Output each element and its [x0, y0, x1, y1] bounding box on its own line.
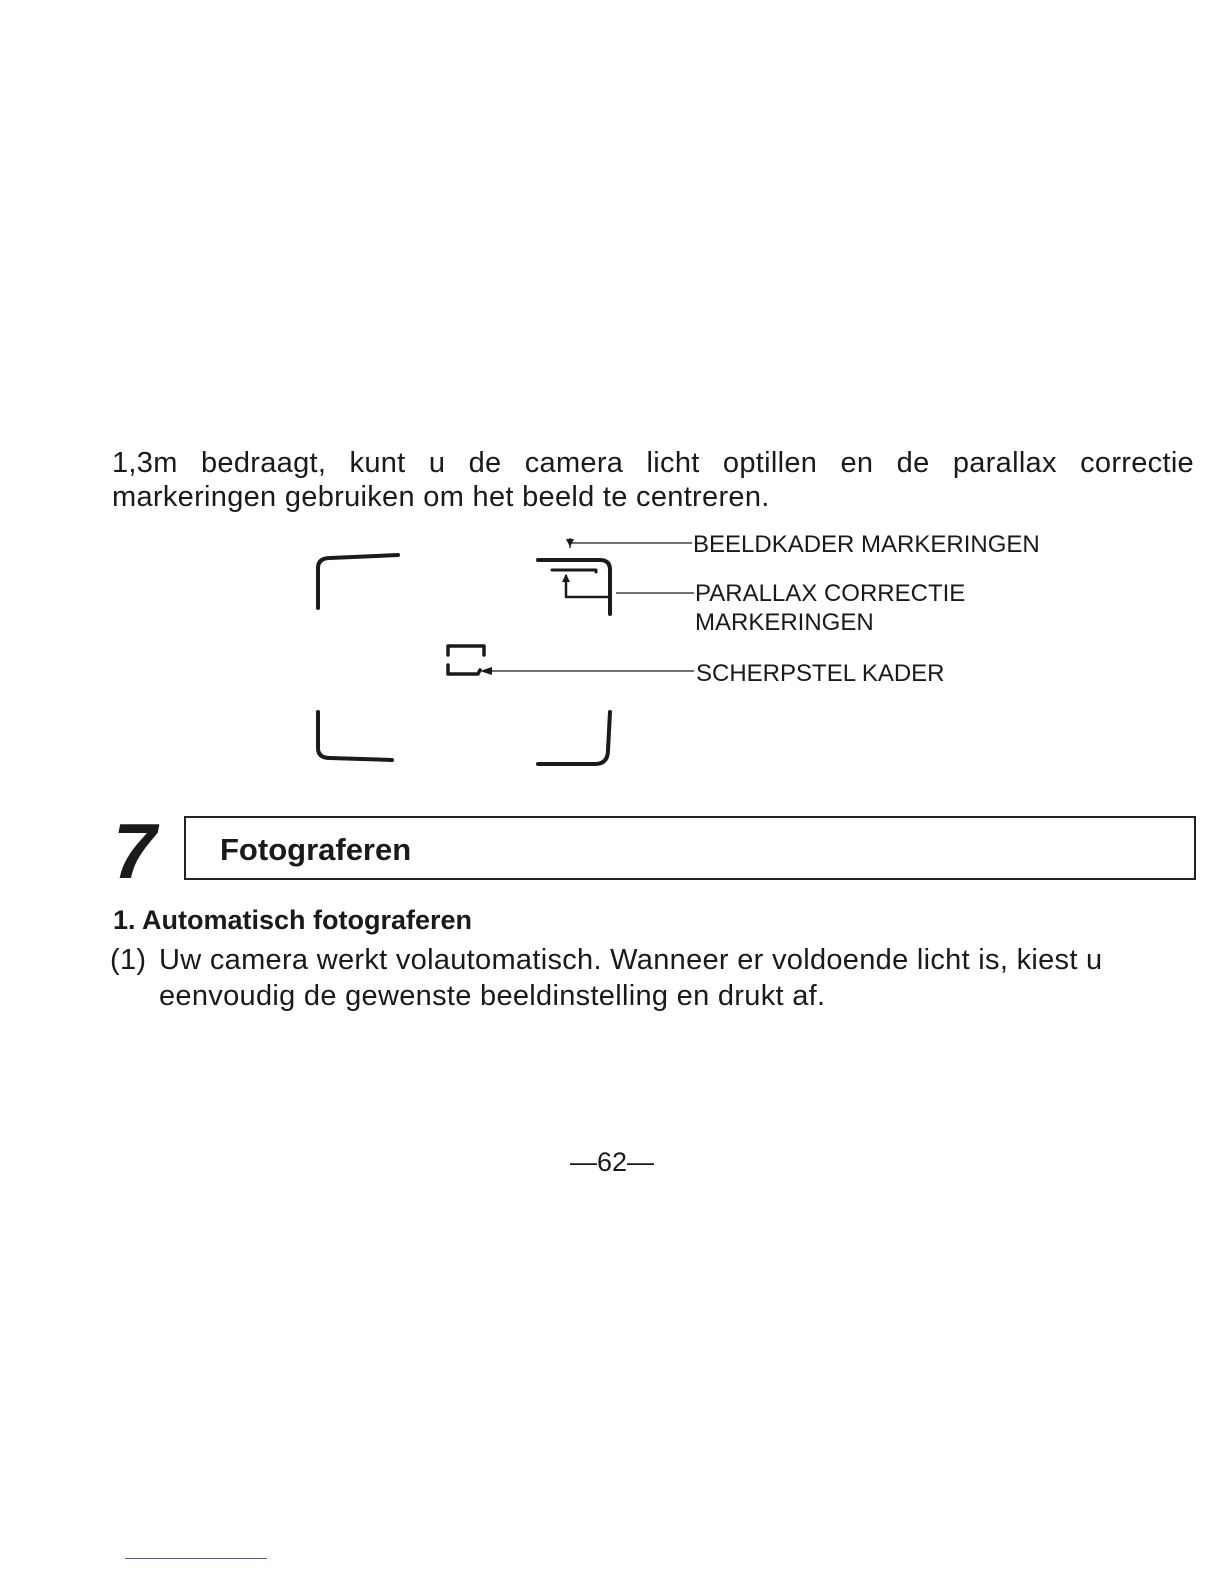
- list-item-text: [159, 942, 1186, 1014]
- leader-parallax-arrowhead: [562, 574, 570, 582]
- intro-line-1: 1,3m bedraagt, kunt u de camera licht optillen en de parallax correctie: [112, 447, 1194, 479]
- section-header-box: [184, 816, 1196, 880]
- list-item-line-1: Uw camera werkt volautomatisch. Wanneer er voldoende licht is, kiest u: [159, 944, 1103, 976]
- label-parallax-line-1: PARALLAX CORRECTIE: [695, 580, 966, 607]
- label-parallax-line-2: MARKERINGEN: [695, 609, 874, 636]
- label-focus-frame: SCHERPSTEL KADER: [696, 660, 945, 687]
- footer-rule: [125, 1558, 267, 1559]
- section-title: Fotograferen: [220, 832, 412, 867]
- frame-corner-top-right: [538, 560, 610, 614]
- label-parallax-markings: [695, 579, 965, 637]
- section-number: 7: [113, 807, 157, 895]
- viewfinder-drawing: [300, 522, 1100, 782]
- focus-frame-bottom: [448, 665, 480, 674]
- intro-paragraph: [112, 446, 1194, 514]
- focus-frame-top: [448, 646, 484, 655]
- intro-line-2: markeringen gebruiken om het beeld te centreren.: [112, 481, 770, 513]
- frame-corner-top-left: [318, 555, 398, 608]
- label-frame-markings: BEELDKADER MARKERINGEN: [693, 531, 1040, 558]
- page-number: —62—: [569, 1147, 655, 1177]
- list-item-marker: (1): [110, 944, 147, 976]
- frame-corner-bottom-right: [538, 712, 610, 764]
- leader-focus-arrowhead: [480, 667, 492, 675]
- viewfinder-diagram: [300, 522, 1100, 782]
- list-item-line-2: eenvoudig de gewenste beeldinstelling en drukt af.: [159, 980, 826, 1012]
- frame-corner-bottom-left: [318, 712, 392, 760]
- subsection-heading: 1. Automatisch fotograferen: [113, 905, 473, 935]
- parallax-mark: [552, 570, 596, 572]
- parallax-mark-drop: [566, 576, 610, 597]
